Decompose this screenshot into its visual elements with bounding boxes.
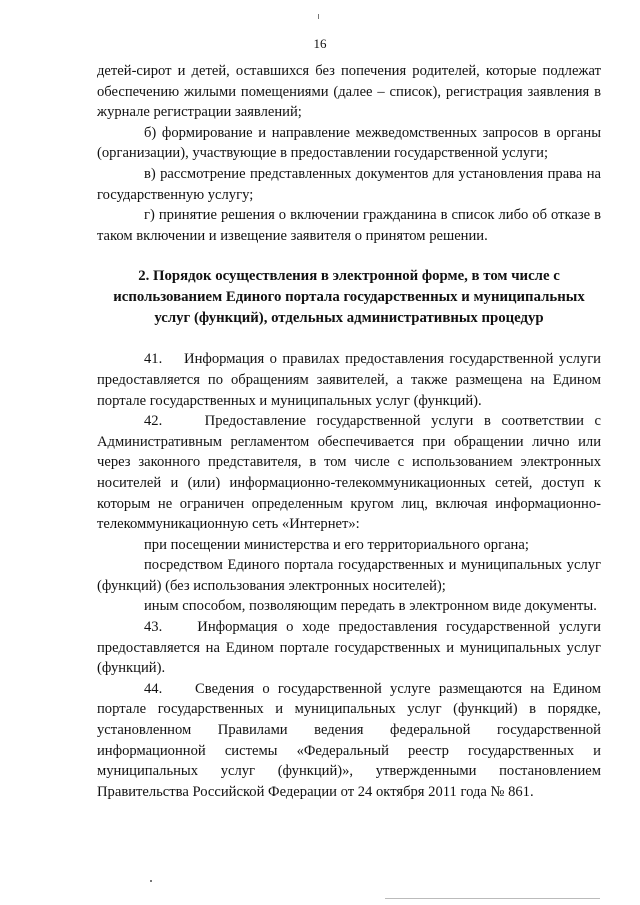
page-number: 16 — [313, 36, 327, 51]
section-heading: 2. Порядок осуществления в электронной форме, в том числе с использованием Единого портала государственных и муниципальных услуг (функций), отдельных административных процедур — [113, 268, 585, 327]
paragraph-41: 41. Информация о правилах предоставления государственной услуги предоставляется по обращениям заявителей, а также размещена на Едином портале государственных и муниципальных услуг (функций). — [97, 351, 601, 409]
list-item-g: г) принятие решения о включении гражданина в список либо об отказе в таком включении и извещение заявителя о принятом решении. — [97, 207, 601, 244]
list-item-b: б) формирование и направление межведомственных запросов в органы (организации), участвующие в предоставлении государственной услуги; — [97, 124, 601, 162]
scan-mark-top — [318, 14, 319, 19]
method-item-other: иным способом, позволяющим передать в электронном виде документы. — [144, 598, 597, 615]
document-body — [97, 61, 601, 802]
scan-mark-bottom-left — [150, 880, 152, 882]
paragraph-43: 43. Информация о ходе предоставления государственной услуги предоставляется на Едином портале государственных и муниципальных услуг (функций). — [97, 619, 601, 677]
list-item-v: в) рассмотрение представленных документов для установления права на государственную услугу; — [97, 165, 601, 203]
method-item-portal: посредством Единого портала государственных и муниципальных услуг (функций) (без использования электронных носителей); — [97, 557, 601, 594]
scan-mark-bottom-right — [385, 898, 600, 899]
method-item-visit: при посещении министерства и его территориального органа; — [144, 536, 529, 553]
paragraph-44: 44. Сведения о государственной услуге размещаются на Едином портале государственных и муниципальных услуг (функций) в порядке, установленном Правилами ведения федеральной государственной информационной системы «Федеральный реестр государственных и муниципальных услуг (функций)», утвержденными постановлением Правительства Российской Федерации от 24 октября 2011 года № 861. — [97, 680, 601, 800]
paragraph-42: 42. Предоставление государственной услуги в соответствии с Административным регламентом обеспечивается при обращении лично или через законного представителя, в том числе с использованием электронных носителей и (или) информационно-телекоммуникационных сетей, доступ к которым не ограничен определенным кругом лиц, включая информационно-телекоммуникационную сеть «Интернет»: — [97, 413, 601, 533]
paragraph-continuation: детей-сирот и детей, оставшихся без попечения родителей, которые подлежат обеспечению жилыми помещениями (далее – список), регистрация заявления в журнале регистрации заявлений; — [97, 63, 601, 121]
